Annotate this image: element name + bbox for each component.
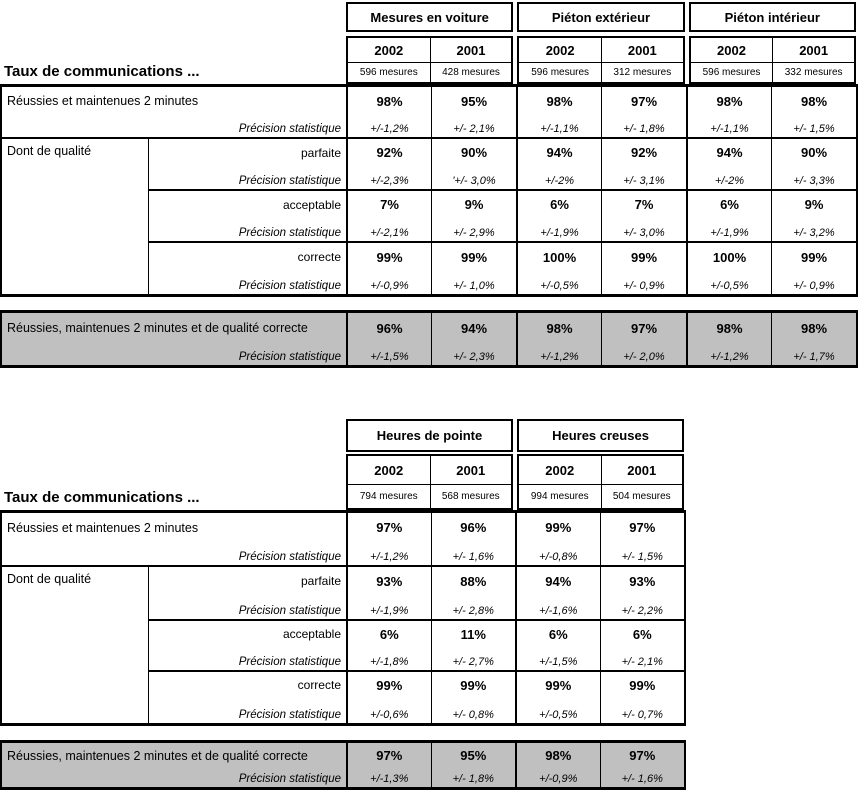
summary-value: 97%: [601, 313, 686, 343]
table1-group-header-row: [0, 2, 858, 32]
value-cell: 94%: [515, 565, 600, 595]
value-cell: 9%: [431, 189, 516, 218]
mesures-count: 504 mesures: [601, 484, 683, 508]
quality-sublabel: acceptable: [148, 619, 346, 647]
precision-cell: +/- 0,9%: [601, 271, 686, 294]
summary-precision-label: Précision statistique: [238, 351, 341, 363]
spacer: [0, 419, 344, 452]
quality-label: Dont de qualité: [2, 137, 148, 294]
quality-sublabel: correcte: [148, 670, 346, 698]
summary-value: 98%: [516, 313, 601, 343]
value-cell: 100%: [516, 241, 601, 271]
summary-value: 94%: [431, 313, 516, 343]
summary-precision: +/- 1,6%: [600, 768, 685, 787]
precision-cell: +/-1,1%: [516, 115, 601, 137]
year-header: 2001: [601, 38, 683, 62]
year-header: 2002: [374, 462, 404, 478]
summary-precision: +/- 2,0%: [601, 343, 686, 365]
precision-cell: +/- 0,7%: [600, 698, 685, 723]
quality-sublabel: parfaite: [148, 137, 346, 166]
precision-cell: +/-1,1%: [686, 115, 771, 137]
value-cell: 90%: [431, 137, 516, 166]
year-group-box: [517, 454, 684, 510]
precision-label: Précision statistique: [148, 698, 346, 723]
summary-value: 98%: [686, 313, 771, 343]
summary-value: 96%: [346, 313, 431, 343]
value-cell: 7%: [346, 189, 431, 218]
summary-label: Réussies, maintenues 2 minutes et de qualité correcte: [7, 321, 308, 335]
value-cell: 100%: [686, 241, 771, 271]
table1-summary: [0, 310, 858, 368]
summary-precision: +/-1,2%: [686, 343, 771, 365]
mesures-count: 994 mesures: [519, 484, 601, 508]
value-cell: 98%: [516, 87, 601, 115]
precision-cell: +/- 2,7%: [431, 647, 516, 670]
precision-cell: +/- 2,9%: [431, 218, 516, 241]
value-cell: 90%: [771, 137, 856, 166]
value-cell: 99%: [346, 670, 431, 698]
value-cell: 94%: [516, 137, 601, 166]
value-cell: 95%: [431, 87, 516, 115]
precision-cell: +/- 3,1%: [601, 166, 686, 189]
quality-sublabel: acceptable: [148, 189, 346, 218]
value-cell: 99%: [771, 241, 856, 271]
year-header: 2002: [545, 42, 575, 58]
summary-value: 97%: [600, 743, 685, 768]
mesures-count: 596 mesures: [519, 62, 601, 82]
precision-cell: +/- 1,5%: [771, 115, 856, 137]
year-header: 2002: [545, 462, 575, 478]
summary-precision: +/-1,5%: [346, 343, 431, 365]
precision-label: Précision statistique: [238, 123, 341, 135]
group-header: Piéton intérieur: [689, 2, 856, 32]
value-cell: 92%: [601, 137, 686, 166]
summary-precision-label: Précision statistique: [238, 773, 341, 785]
summary-label: Réussies, maintenues 2 minutes et de qualité correcte: [7, 748, 308, 763]
precision-cell: +/-0,5%: [516, 271, 601, 294]
value-cell: 99%: [600, 670, 685, 698]
mesures-count: 312 mesures: [601, 62, 683, 82]
mesures-count: 332 mesures: [772, 62, 854, 82]
value-cell: 97%: [346, 513, 431, 542]
value-cell: 6%: [686, 189, 771, 218]
summary-value: 95%: [431, 743, 516, 768]
precision-label: Précision statistique: [148, 271, 346, 294]
table2-summary: [0, 740, 686, 790]
value-cell: 97%: [601, 87, 686, 115]
value-cell: 92%: [346, 137, 431, 166]
group-header: Mesures en voiture: [346, 2, 513, 32]
summary-precision: +/-1,2%: [516, 343, 601, 365]
precision-cell: +/- 0,9%: [771, 271, 856, 294]
precision-cell: +/-2,1%: [346, 218, 431, 241]
precision-cell: +/-0,6%: [346, 698, 431, 723]
precision-cell: +/-1,9%: [686, 218, 771, 241]
precision-cell: +/- 2,2%: [600, 595, 685, 619]
group-header: Heures de pointe: [346, 419, 513, 452]
value-cell: 99%: [515, 670, 600, 698]
year-header: 2002: [374, 42, 404, 58]
value-cell: 98%: [686, 87, 771, 115]
summary-precision: +/-0,9%: [515, 768, 600, 787]
precision-cell: +/-1,2%: [346, 542, 431, 565]
precision-cell: +/- 2,8%: [431, 595, 516, 619]
mesures-count: 428 mesures: [430, 62, 512, 82]
value-cell: 7%: [601, 189, 686, 218]
precision-cell: +/-2%: [686, 166, 771, 189]
group-header: Heures creuses: [517, 419, 684, 452]
precision-cell: +/-1,9%: [516, 218, 601, 241]
precision-cell: +/-0,8%: [515, 542, 600, 565]
table2-group-header-row: [0, 419, 686, 452]
precision-cell: +/- 3,0%: [601, 218, 686, 241]
value-cell: 98%: [346, 87, 431, 115]
precision-cell: +/-1,9%: [346, 595, 431, 619]
value-cell: 99%: [515, 513, 600, 542]
value-cell: 99%: [346, 241, 431, 271]
precision-label: Précision statistique: [238, 551, 341, 563]
summary-precision: +/- 2,3%: [431, 343, 516, 365]
summary-precision: +/- 1,7%: [771, 343, 856, 365]
summary-value: 98%: [771, 313, 856, 343]
precision-cell: +/-0,9%: [346, 271, 431, 294]
precision-cell: +/-0,5%: [686, 271, 771, 294]
year-header: 2001: [430, 456, 512, 484]
precision-cell: +/-2,3%: [346, 166, 431, 189]
precision-cell: +/- 1,5%: [600, 542, 685, 565]
row-label: Réussies et maintenues 2 minutes: [7, 520, 199, 535]
year-header: 2002: [717, 42, 746, 58]
table2-body: [0, 510, 686, 726]
precision-cell: +/- 3,3%: [771, 166, 856, 189]
value-cell: 6%: [515, 619, 600, 647]
precision-cell: +/- 1,6%: [431, 542, 516, 565]
precision-cell: +/- 1,8%: [601, 115, 686, 137]
value-cell: 9%: [771, 189, 856, 218]
summary-value: 97%: [346, 743, 431, 768]
value-cell: 93%: [346, 565, 431, 595]
mesures-count: 596 mesures: [691, 62, 773, 82]
year-group-box: [517, 36, 684, 84]
value-cell: 94%: [686, 137, 771, 166]
value-cell: 99%: [601, 241, 686, 271]
value-cell: 99%: [431, 670, 516, 698]
value-cell: 93%: [600, 565, 685, 595]
quality-sublabel: correcte: [148, 241, 346, 271]
precision-cell: +/- 1,0%: [431, 271, 516, 294]
value-cell: 88%: [431, 565, 516, 595]
value-cell: 6%: [516, 189, 601, 218]
year-group-box: [689, 36, 856, 84]
year-group-box: [346, 36, 513, 84]
value-cell: 97%: [600, 513, 685, 542]
precision-cell: +/-0,5%: [515, 698, 600, 723]
value-cell: 6%: [600, 619, 685, 647]
precision-label: Précision statistique: [148, 595, 346, 619]
year-header: 2001: [601, 456, 683, 484]
precision-cell: +/- 0,8%: [431, 698, 516, 723]
mesures-count: 596 mesures: [348, 62, 430, 82]
value-cell: 98%: [771, 87, 856, 115]
precision-cell: +/-1,2%: [346, 115, 431, 137]
precision-cell: +/- 3,2%: [771, 218, 856, 241]
value-cell: 6%: [346, 619, 431, 647]
group-header: Piéton extérieur: [517, 2, 684, 32]
summary-precision: +/-1,3%: [346, 768, 431, 787]
spacer: [0, 2, 344, 32]
precision-cell: +/-2%: [516, 166, 601, 189]
year-header: 2001: [430, 38, 512, 62]
precision-cell: +/- 2,1%: [431, 115, 516, 137]
year-group-box: [346, 454, 513, 510]
quality-label: Dont de qualité: [2, 565, 148, 723]
summary-value: 98%: [515, 743, 600, 768]
summary-precision: +/- 1,8%: [431, 768, 516, 787]
value-cell: 11%: [431, 619, 516, 647]
value-cell: 99%: [431, 241, 516, 271]
precision-cell: +/- 2,1%: [600, 647, 685, 670]
row-label: Réussies et maintenues 2 minutes: [7, 94, 199, 108]
mesures-count: 794 mesures: [348, 484, 430, 508]
mesures-count: 568 mesures: [430, 484, 512, 508]
year-header: 2001: [772, 38, 854, 62]
precision-cell: +/-1,6%: [515, 595, 600, 619]
table2-title: Taux de communications ...: [4, 489, 200, 506]
precision-label: Précision statistique: [148, 218, 346, 241]
precision-cell: +/-1,8%: [346, 647, 431, 670]
value-cell: 96%: [431, 513, 516, 542]
precision-label: Précision statistique: [148, 166, 346, 189]
precision-cell: '+/- 3,0%: [431, 166, 516, 189]
precision-label: Précision statistique: [148, 647, 346, 670]
precision-cell: +/-1,5%: [515, 647, 600, 670]
table1-title: Taux de communications ...: [4, 63, 200, 80]
quality-sublabel: parfaite: [148, 565, 346, 595]
table1-body: [0, 84, 858, 297]
